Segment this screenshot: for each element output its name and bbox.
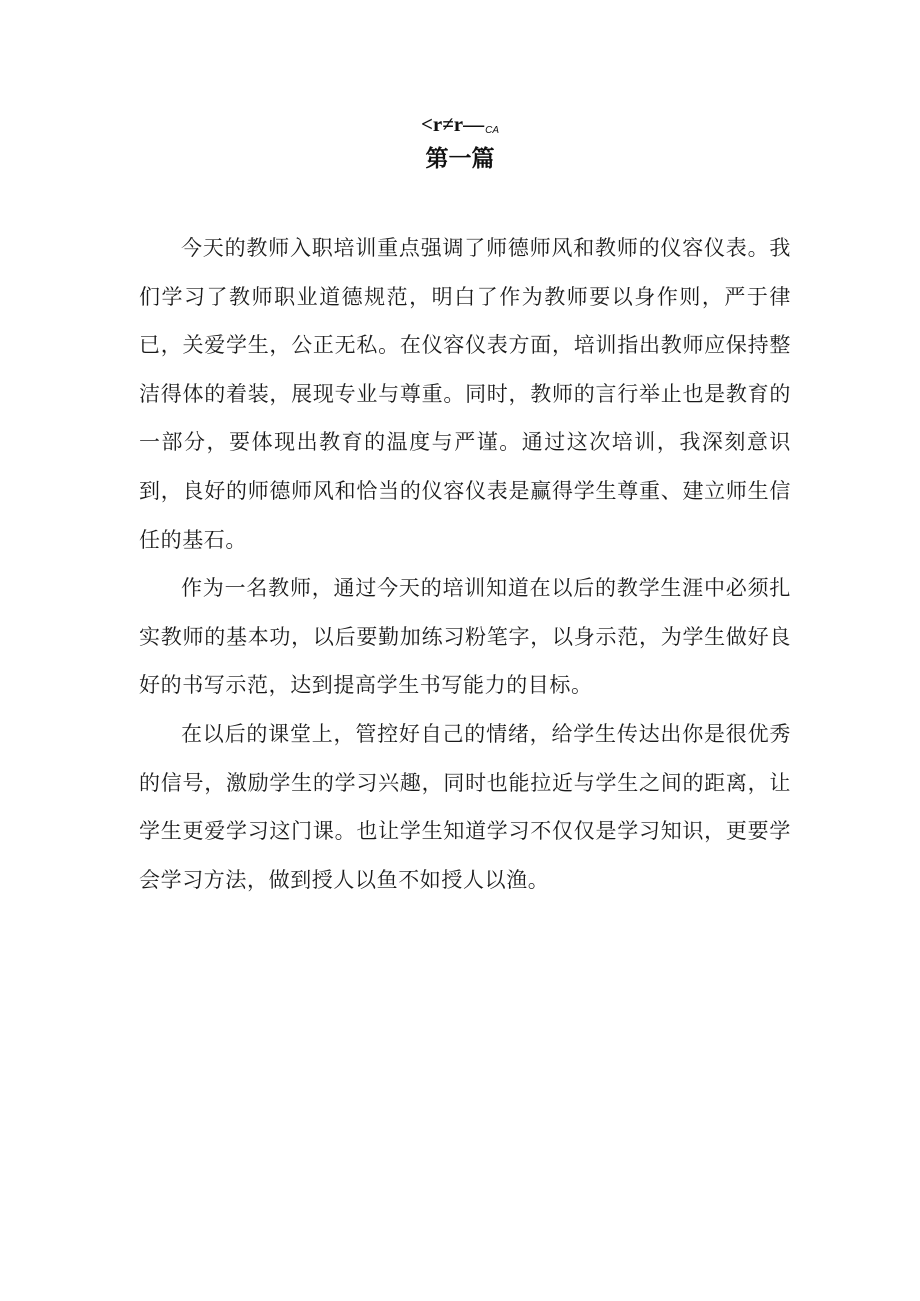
header-mark bbox=[0, 112, 920, 136]
document-body bbox=[139, 224, 791, 904]
paragraph-3: 在以后的课堂上，管控好自己的情绪，给学生传达出你是很优秀的信号，激励学生的学习兴趣，同时也能拉近与学生之间的距离，让学生更爱学习这门课。也让学生知道学习不仅仅是学习知识，更要学会学习方法，做到授人以鱼不如授人以渔。 bbox=[139, 721, 791, 892]
document-title: 第一篇 bbox=[425, 146, 495, 172]
header-mark-subscript: CA bbox=[485, 125, 500, 136]
paragraph-2: 作为一名教师，通过今天的培训知道在以后的教学生涯中必须扎实教师的基本功，以后要勤加练习粉笔字，以身示范，为学生做好良好的书写示范，达到提高学生书写能力的目标。 bbox=[139, 576, 791, 698]
header-mark-text: <r≠r— bbox=[420, 112, 485, 136]
paragraph-1: 今天的教师入职培训重点强调了师德师风和教师的仪容仪表。我们学习了教师职业道德规范，明白了作为教师要以身作则，严于律已，关爱学生，公正无私。在仪容仪表方面，培训指出教师应保持整洁得体的着装，展现专业与尊重。同时，教师的言行举止也是教育的一部分，要体现出教育的温度与严谨。通过这次培训，我深刻意识到，良好的师德师风和恰当的仪容仪表是赢得学生尊重、建立师生信任的基石。 bbox=[139, 236, 791, 552]
